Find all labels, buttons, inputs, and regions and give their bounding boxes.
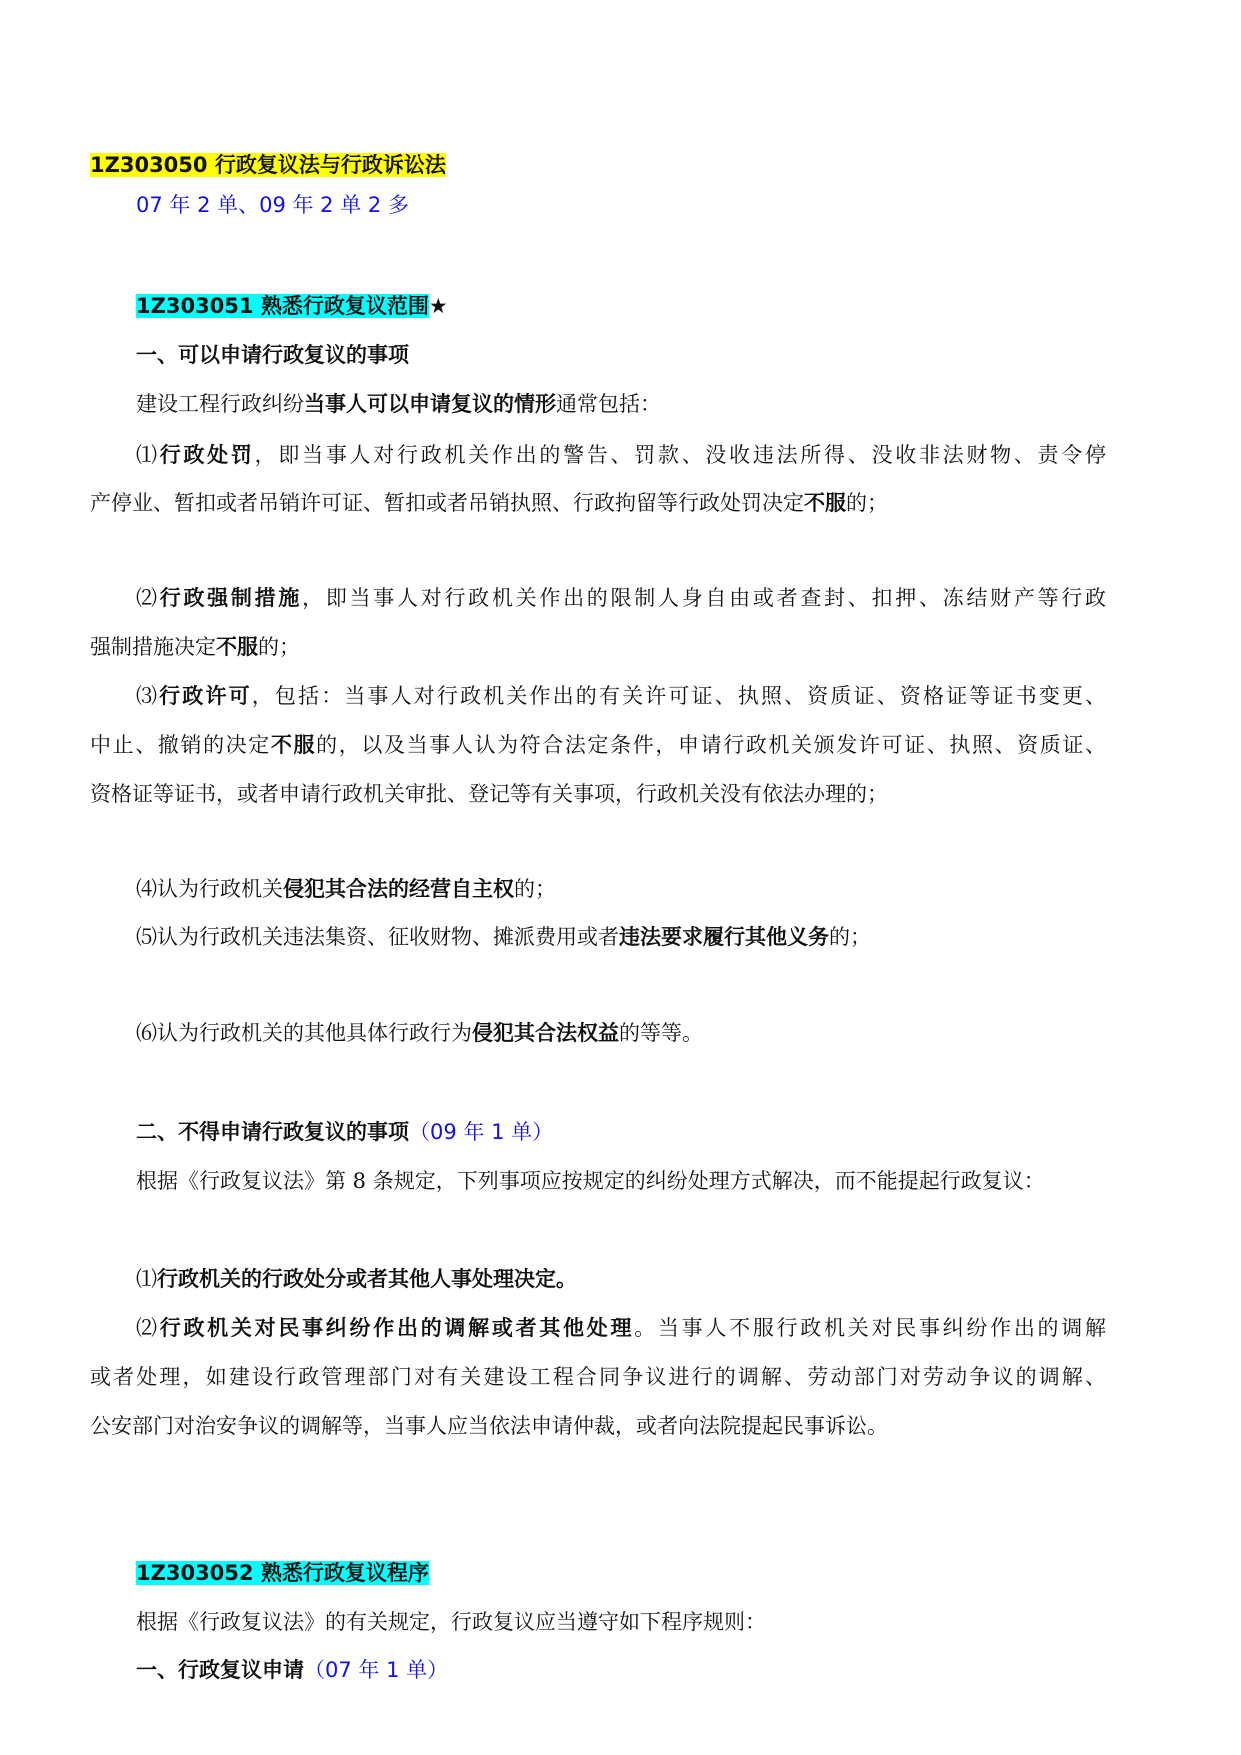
text: 产停业、暂扣或者吊销许可证、暂扣或者吊销执照、行政拘留等行政处罚决定 (90, 491, 804, 515)
section-code-title: 1Z303051 熟悉行政复议范围 (136, 294, 429, 318)
item-number: ⑵ (136, 1316, 160, 1340)
text: ，包括：当事人对行政机关作出的有关许可证、执照、资质证、资格证等证书变更、 (251, 684, 1107, 708)
item-number: ⑹ (136, 1021, 157, 1045)
bold-text: 不服 (270, 733, 317, 757)
text: 认为行政机关 (157, 877, 283, 901)
list-item (136, 1264, 577, 1294)
bold-text: 行政机关对民事纠纷作出的调解或者其他处理 (159, 1316, 635, 1340)
subheading-text: 一、可以申请行政复议的事项 (136, 343, 409, 367)
text: 认为行政机关违法集资、征收财物、摊派费用或者 (157, 925, 619, 949)
list-item (136, 874, 556, 904)
text: 的； (514, 877, 556, 901)
subheading (136, 340, 409, 370)
exam-note: （07 年 1 单） (304, 1658, 449, 1682)
bold-text: 行政强制措施 (159, 586, 303, 610)
list-item (136, 922, 871, 952)
list-item (136, 1018, 703, 1048)
text: 的，以及当事人认为符合法定条件，申请行政机关颁发许可证、执照、资质证、 (316, 733, 1107, 757)
list-item (136, 681, 1106, 711)
bold-text: 行政许可 (159, 684, 252, 708)
subheading-text: 一、行政复议申请 (136, 1658, 304, 1682)
bold-text: 行政机关的行政处分或者其他人事处理决定。 (157, 1267, 577, 1291)
item-number: ⑴ (136, 443, 160, 467)
list-item-continuation (90, 779, 888, 809)
list-item (136, 583, 1106, 613)
text: ，即当事人对行政机关作出的限制人身自由或者查封、扣押、冻结财产等行政 (302, 586, 1107, 610)
list-item-continuation (90, 1411, 888, 1441)
chapter-title (90, 150, 446, 180)
chapter-exam-note (136, 190, 409, 220)
text: 建设工程行政纠纷 (136, 392, 304, 416)
text: 或者处理，如建设行政管理部门对有关建设工程合同争议进行的调解、劳动部门对劳动争议的调解、 (90, 1365, 1106, 1389)
bold-text: 不服 (804, 491, 846, 515)
text: 的； (846, 491, 888, 515)
item-number: ⑶ (136, 684, 160, 708)
text: 强制措施决定 (90, 635, 216, 659)
text: 根据《行政复议法》的有关规定，行政复议应当遵守如下程序规则： (136, 1610, 766, 1634)
exam-note: （09 年 1 单） (409, 1120, 554, 1144)
exam-note: 07 年 2 单、09 年 2 单 2 多 (136, 193, 409, 217)
text: 中止、撤销的决定 (90, 733, 271, 757)
section-title (136, 1558, 429, 1588)
list-item-continuation (90, 730, 1106, 760)
list-item-continuation (90, 1362, 1106, 1392)
subheading (136, 1655, 448, 1685)
item-number: ⑸ (136, 925, 157, 949)
section-code-title: 1Z303052 熟悉行政复议程序 (136, 1561, 429, 1585)
text: 通常包括： (556, 392, 661, 416)
bold-text: 侵犯其合法权益 (472, 1021, 619, 1045)
paragraph (136, 1607, 766, 1637)
paragraph (136, 1166, 1045, 1196)
list-item-continuation (90, 632, 300, 662)
text: ，即当事人对行政机关作出的警告、罚款、没收违法所得、没收非法财物、责令停 (254, 443, 1107, 467)
text: 的等等。 (619, 1021, 703, 1045)
text: 的； (258, 635, 300, 659)
item-number: ⑴ (136, 1267, 157, 1291)
list-item (136, 1313, 1106, 1343)
text: 。当事人不服行政机关对民事纠纷作出的调解 (634, 1316, 1107, 1340)
text: 公安部门对治安争议的调解等，当事人应当依法申请仲裁，或者向法院提起民事诉讼。 (90, 1414, 888, 1438)
bold-text: 违法要求履行其他义务 (619, 925, 829, 949)
bold-text: 不服 (216, 635, 258, 659)
list-item-continuation (90, 488, 888, 518)
text: 的； (829, 925, 871, 949)
section-title (136, 291, 448, 321)
text: 认为行政机关的其他具体行政行为 (157, 1021, 472, 1045)
item-number: ⑵ (136, 586, 160, 610)
text: 根据《行政复议法》第 8 条规定，下列事项应按规定的纠纷处理方式解决，而不能提起行政复议： (136, 1169, 1045, 1193)
item-number: ⑷ (136, 877, 157, 901)
chapter-code-title: 1Z303050 行政复议法与行政诉讼法 (90, 153, 446, 177)
bold-text: 侵犯其合法的经营自主权 (283, 877, 514, 901)
star-icon: ★ (428, 294, 448, 318)
subheading (136, 1117, 553, 1147)
bold-text: 行政处罚 (159, 443, 255, 467)
bold-text: 当事人可以申请复议的情形 (304, 392, 556, 416)
paragraph (136, 389, 661, 419)
text: 资格证等证书，或者申请行政机关审批、登记等有关事项，行政机关没有依法办理的； (90, 782, 888, 806)
list-item (136, 440, 1106, 470)
subheading-text: 二、不得申请行政复议的事项 (136, 1120, 409, 1144)
